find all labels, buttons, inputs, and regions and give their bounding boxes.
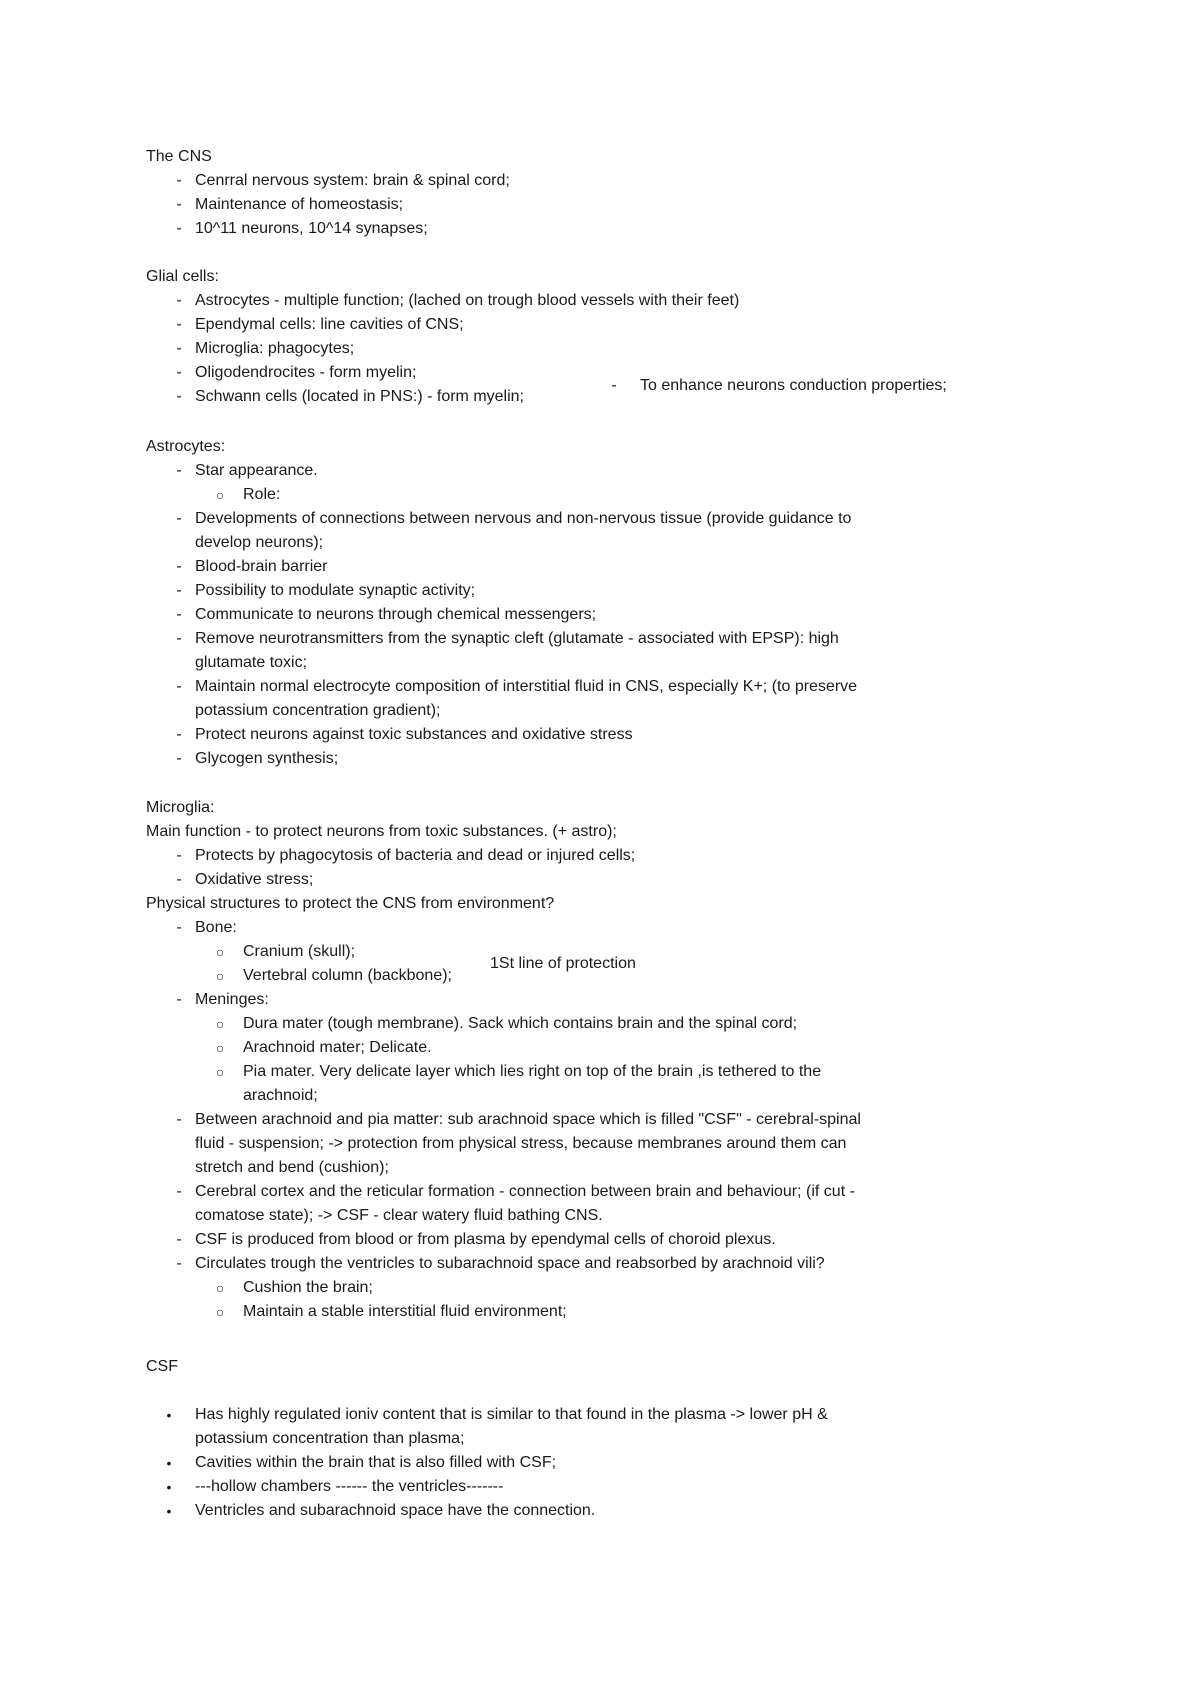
microglia-item-2-bullet: - (176, 871, 182, 888)
glial-side-note: To enhance neurons conduction properties; (640, 377, 947, 394)
astrocyte-role-3-bullet: - (176, 582, 182, 599)
astrocyte-role-5: Remove neurotransmitters from the synaptic cleft (glutamate - associated with EPSP): high (195, 630, 839, 647)
protection-detail-1-bullet: - (176, 1111, 182, 1128)
cns-item-1-bullet: - (176, 172, 182, 189)
csf-item-4: Ventricles and subarachnoid space have the connection. (195, 1502, 596, 1519)
astrocyte-role-6: Maintain normal electrocyte composition of interstitial fluid in CNS, especially K+; (to preserve (195, 678, 858, 695)
protection-detail-3: CSF is produced from blood or from plasma by ependymal cells of choroid plexus. (195, 1231, 776, 1248)
csf-item-2-bullet: • (166, 1455, 172, 1471)
circulation-item-2-bullet: ○ (215, 1304, 225, 1320)
cns-item-1: Cenrral nervous system: brain & spinal cord; (195, 172, 510, 189)
glial-item-3-bullet: - (176, 340, 182, 357)
astrocyte-role-2-bullet: - (176, 558, 182, 575)
astrocyte-role-7: Protect neurons against toxic substances and oxidative stress (195, 726, 633, 743)
microglia-item-2: Oxidative stress; (195, 871, 314, 888)
glial-heading: Glial cells: (146, 268, 219, 285)
astrocyte-role-6-bullet: - (176, 678, 182, 695)
csf-item-1: Has highly regulated ioniv content that is similar to that found in the plasma -> lower pH & (195, 1406, 828, 1423)
protection-detail-4: Circulates trough the ventricles to subarachnoid space and reabsorbed by arachnoid vili? (195, 1255, 825, 1272)
meninges-item-2-bullet: ○ (215, 1040, 225, 1056)
microglia-main-function: Main function - to protect neurons from toxic substances. (+ astro); (146, 823, 617, 840)
csf-item-4-bullet: • (166, 1503, 172, 1519)
astrocyte-role-1-cont-1: develop neurons); (195, 534, 324, 551)
bone-item-1-bullet: ○ (215, 944, 225, 960)
meninges-label: Meninges: (195, 991, 269, 1008)
csf-item-1-bullet: • (166, 1407, 172, 1423)
glial-item-5: Schwann cells (located in PNS:) - form myelin; (195, 388, 524, 405)
glial-item-2-bullet: - (176, 316, 182, 333)
astrocyte-role-1: Developments of connections between nervous and non-nervous tissue (provide guidance to (195, 510, 852, 527)
protection-detail-3-bullet: - (176, 1231, 182, 1248)
meninges-item-1: Dura mater (tough membrane). Sack which contains brain and the spinal cord; (243, 1015, 798, 1032)
meninges-item-2: Arachnoid mater; Delicate. (243, 1039, 432, 1056)
astrocyte-role-8: Glycogen synthesis; (195, 750, 339, 767)
astrocyte-role-6-cont-1: potassium concentration gradient); (195, 702, 441, 719)
protection-detail-2-cont-1: comatose state); -> CSF - clear watery fluid bathing CNS. (195, 1207, 603, 1224)
astrocytes-role-label: Role: (243, 486, 281, 503)
protection-detail-2: Cerebral cortex and the reticular formation - connection between brain and behaviour; (if cut - (195, 1183, 855, 1200)
glial-item-2: Ependymal cells: line cavities of CNS; (195, 316, 464, 333)
astrocyte-role-7-bullet: - (176, 726, 182, 743)
protection-question: Physical structures to protect the CNS from environment? (146, 895, 555, 912)
bone-protection-note: 1St line of protection (490, 955, 636, 972)
meninges-item-3: Pia mater. Very delicate layer which lies right on top of the brain ,is tethered to the (243, 1063, 822, 1080)
protection-detail-1-cont-1: fluid - suspension; -> protection from physical stress, because membranes around them can (195, 1135, 847, 1152)
astrocyte-role-4: Communicate to neurons through chemical messengers; (195, 606, 597, 623)
glial-side-note-bullet: - (611, 377, 617, 394)
astrocyte-role-8-bullet: - (176, 750, 182, 767)
astrocytes-appearance-bullet: - (176, 462, 182, 479)
bone-label-bullet: - (176, 919, 182, 936)
bone-item-2-bullet: ○ (215, 968, 225, 984)
microglia-item-1: Protects by phagocytosis of bacteria and dead or injured cells; (195, 847, 636, 864)
glial-item-3: Microglia: phagocytes; (195, 340, 355, 357)
csf-item-3: ---hollow chambers ------ the ventricles------- (195, 1478, 504, 1495)
csf-item-1-cont-1: potassium concentration than plasma; (195, 1430, 465, 1447)
astrocyte-role-4-bullet: - (176, 606, 182, 623)
astrocyte-role-2: Blood-brain barrier (195, 558, 328, 575)
cns-item-3-bullet: - (176, 220, 182, 237)
astrocytes-heading: Astrocytes: (146, 438, 226, 455)
csf-item-3-bullet: • (166, 1479, 172, 1495)
protection-detail-2-bullet: - (176, 1183, 182, 1200)
cns-item-2: Maintenance of homeostasis; (195, 196, 404, 213)
microglia-heading: Microglia: (146, 799, 215, 816)
protection-detail-1: Between arachnoid and pia matter: sub arachnoid space which is filled "CSF" - cerebral-spinal (195, 1111, 861, 1128)
cns-item-2-bullet: - (176, 196, 182, 213)
astrocytes-appearance: Star appearance. (195, 462, 318, 479)
bone-item-1: Cranium (skull); (243, 943, 356, 960)
bone-item-2: Vertebral column (backbone); (243, 967, 452, 984)
astrocyte-role-5-bullet: - (176, 630, 182, 647)
glial-item-1: Astrocytes - multiple function; (lached on trough blood vessels with their feet) (195, 292, 740, 309)
glial-item-4: Oligodendrocites - form myelin; (195, 364, 417, 381)
meninges-item-1-bullet: ○ (215, 1016, 225, 1032)
cns-item-3: 10^11 neurons, 10^14 synapses; (195, 220, 428, 237)
meninges-item-3-cont-1: arachnoid; (243, 1087, 318, 1104)
circulation-item-1-bullet: ○ (215, 1280, 225, 1296)
glial-item-4-bullet: - (176, 364, 182, 381)
protection-detail-4-bullet: - (176, 1255, 182, 1272)
meninges-label-bullet: - (176, 991, 182, 1008)
protection-detail-1-cont-2: stretch and bend (cushion); (195, 1159, 389, 1176)
microglia-item-1-bullet: - (176, 847, 182, 864)
glial-item-1-bullet: - (176, 292, 182, 309)
astrocyte-role-3: Possibility to modulate synaptic activity; (195, 582, 476, 599)
circulation-item-1: Cushion the brain; (243, 1279, 373, 1296)
csf-heading: CSF (146, 1358, 178, 1375)
astrocytes-role-label-bullet: ○ (215, 487, 225, 503)
cns-heading: The CNS (146, 148, 212, 165)
glial-item-5-bullet: - (176, 388, 182, 405)
csf-item-2: Cavities within the brain that is also filled with CSF; (195, 1454, 557, 1471)
bone-label: Bone: (195, 919, 237, 936)
astrocyte-role-1-bullet: - (176, 510, 182, 527)
astrocyte-role-5-cont-1: glutamate toxic; (195, 654, 308, 671)
circulation-item-2: Maintain a stable interstitial fluid environment; (243, 1303, 567, 1320)
meninges-item-3-bullet: ○ (215, 1064, 225, 1080)
